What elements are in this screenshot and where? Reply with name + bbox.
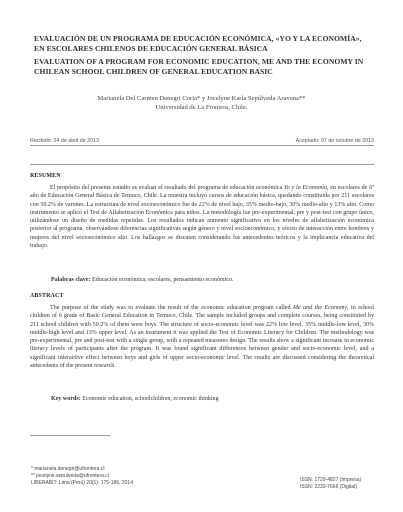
abstract-body [30,304,374,370]
resumen-body [30,184,374,250]
footnote-email-1: * marianela.denegri@ufrontera.cl [31,466,105,472]
key-words-label: Key words: [51,396,81,402]
journal-citation: LIBERABIT: Lima (Perú) 20(1): 175-186, 2014 [31,480,133,486]
title-english: EVALUATION OF A PROGRAM FOR ECONOMIC EDUCATION, ME AND THE ECONOMY IN CHILEAN SCHOOL CHILDREN OF GENERAL EDUCATION BASIC [34,57,364,76]
palabras-clave-label: Palabras clave: [51,277,91,283]
divider-top [30,145,374,146]
resumen-program-name: Yo y la Economía [284,185,328,191]
footnote-email-2: ** jocelyne.sepulveda@ufrontera.cl [31,473,109,479]
abstract-text-pre: The purpose of the study was to evaluate the result of the economic education program called [50,305,293,311]
dates-row [30,138,374,144]
abstract-heading: ABSTRACT [30,293,64,299]
accepted-date: Aceptado: 07 de octubre de 2013 [295,138,374,144]
palabras-clave-values: Educación económica, escolares, pensamiento económico. [90,277,234,283]
received-date: Recibido: 24 de abril de 2013 [30,138,99,144]
abstract-program-name: Me and the Economy [292,305,348,311]
abstract-text-post: , in school children of 6 grade of Basic General Education in Temuco, Chile. The sample included groups and complete courses, being constituted by 211 school children with 50.2% of them were boys. The structure of socio-economic level was 22% low level, 35% middle-low level, 30% middle-high level and 13% upper level. As an instrument it was applied the Test of Economic Literacy for Children. The methodology was pre-experimental, pre and post-test with a single group, with a repeated measures design. The results show a significant increase in economic literacy levels of participants after the program. It was found significant differences between gender and socio-economic level, and a significant interactive effect between boys and girls of upper socio-economic level. The results are discussed considering the theoretical antecedents of the present research. [30,305,374,370]
palabras-clave [51,276,373,284]
divider-resumen [30,164,374,165]
footer-left [31,466,133,487]
issn-digital: ISSN: 2233-7666 (Digital) [300,484,357,490]
resumen-text-post: , en escolares de 6º año de Educación General Básica de Temuco, Chile. La muestra incluyó cursos de educación básica, quedando constituida por 211 escolares con 50.2% de varones. La estructura de nivel socioeconómico fue de 22% de nivel bajo, 35% medio-bajo, 30% medio-alto y 13% alto. Como instrumento se aplicó el Test de Alfabetización Económica para niños. La metodología fue pre-experimental, pre y post-test con grupo único, utilizándose un diseño de medidas repetidas. Los resultados indican aumento significativo en los niveles de alfabetización económica posterior al programa, observándose diferencias significativas según género y nivel socioeconómico, y efecto de interacción entre hombres y mujeres del nivel socioeconómico alto. Los hallazgos se discuten considerando los antecedentes teóricos y la implicancia educativa del trabajo. [30,185,374,250]
footer-right [300,477,361,491]
key-words [51,395,373,403]
issn-print: ISSN: 1729-4827 (Impresa) [300,477,362,483]
key-words-values: Economic education, schoolchildren, economic thinking [80,396,219,402]
title-spanish: EVALUACIÓN DE UN PROGRAMA DE EDUCACIÓN ECONÓMICA, «YO Y LA ECONOMÍA», EN ESCOLARES CHILENOS DE EDUCACIÓN GENERAL BÁSICA [34,34,362,53]
footnote-divider [30,435,110,436]
author-names: Marianela Del Carmen Denegri Coria* y Jocelyne Karla Sepúlveda Aravena** [97,95,306,102]
resumen-text-pre: El propósito del presente estudio es evaluar el resultado del programa de educación económica [50,185,285,191]
resumen-heading: RESUMEN [30,173,61,179]
author-affiliation: Universidad de La Frontera, Chile. [155,104,248,111]
